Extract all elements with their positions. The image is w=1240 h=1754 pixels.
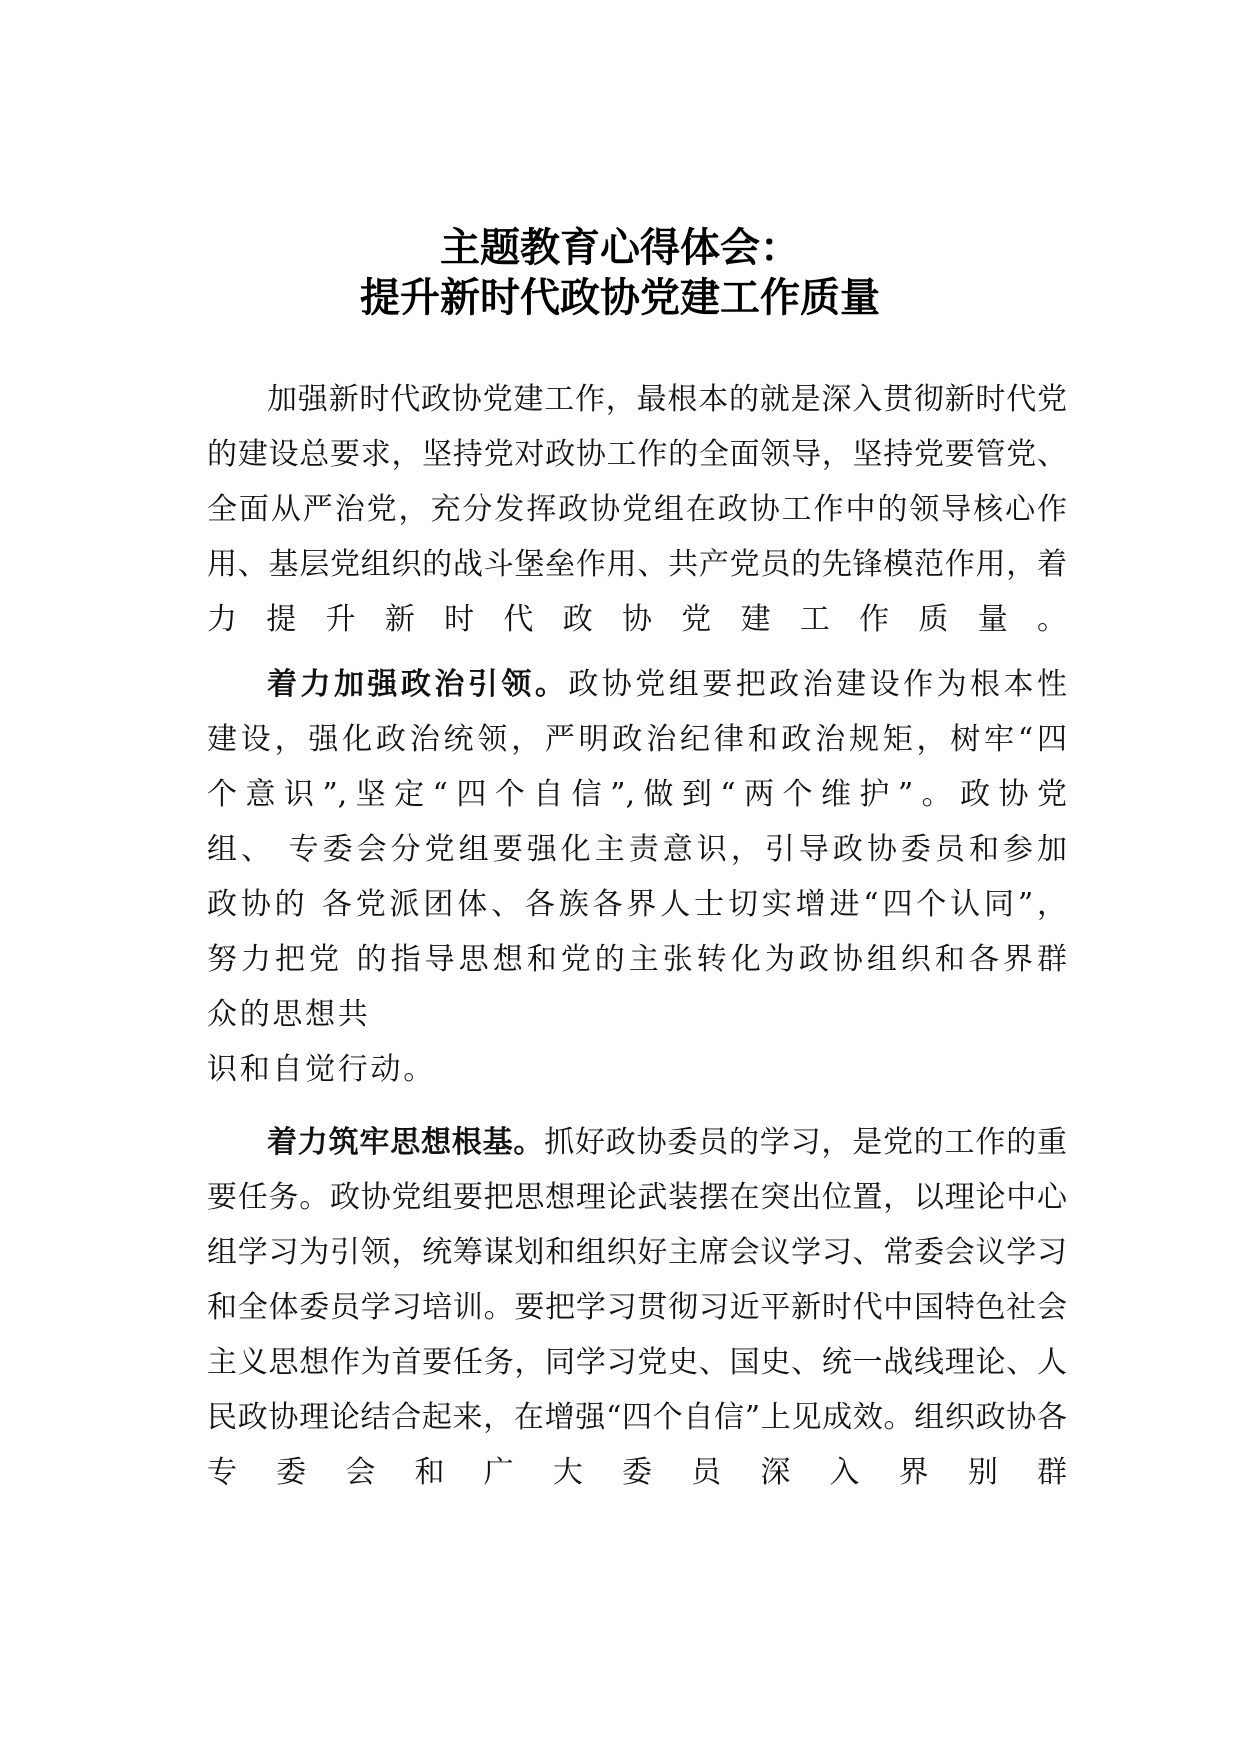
paragraph-line: 组、 专委会分党组要强化主责意识，引导政协委员和参加: [207, 832, 1067, 867]
paragraph-line: 着力加强政治引领。政协党组要把政治建设作为根本性: [267, 667, 1068, 702]
paragraph-line: 识和自觉行动。: [207, 1052, 436, 1087]
paragraph-line: 众的思想共: [207, 997, 371, 1032]
document-body: [207, 372, 1067, 1500]
paragraph-line: 努力把党 的指导思想和党的主张转化为政协组织和各界群: [207, 942, 1067, 977]
section-heading-political-guidance: 着力加强政治引领。: [267, 667, 569, 702]
document-title-line-1: 主题教育心得体会：: [440, 225, 800, 271]
paragraph-line: 个意识”,坚定“四个自信”,做到“两个维护”。政协党: [207, 777, 1067, 812]
section-heading-ideological-foundation: 着力筑牢思想根基。: [267, 1125, 545, 1160]
paragraph-line: 建设，强化政治统领，严明政治纪律和政治规矩，树牢“四: [207, 722, 1067, 757]
paragraph-political-guidance: [207, 657, 1067, 1097]
paragraph-line: 政协的 各党派团体、各族各界人士切实增进“四个认同”，: [207, 887, 1067, 922]
document-title-line-2: 提升新时代政协党建工作质量: [360, 275, 880, 321]
paragraph-intro: 加强新时代政协党建工作，最根本的就是深入贯彻新时代党的建设总要求，坚持党对政协工作的全面领导，坚持党要管党、全面从严治党，充分发挥政协党组在政协工作中的领导核心作用、基层党组织的战斗堡垒作用、共产党员的先锋模范作用，着力提升新时代政协党建工作质量。: [207, 382, 1067, 637]
paragraph-ideological-foundation: 着力筑牢思想根基。抓好政协委员的学习，是党的工作的重要任务。政协党组要把思想理论武装摆在突出位置，以理论中心组学习为引领，统筹谋划和组织好主席会议学习、常委会议学习和全体委员学习培训。要把学习贯彻习近平新时代中国特色社会主义思想作为首要任务，同学习党史、国史、统一战线理论、人民政协理论结合起来，在增强“四个自信”上见成效。组织政协各专委会和广大委员深入界别群: [207, 1125, 1068, 1490]
